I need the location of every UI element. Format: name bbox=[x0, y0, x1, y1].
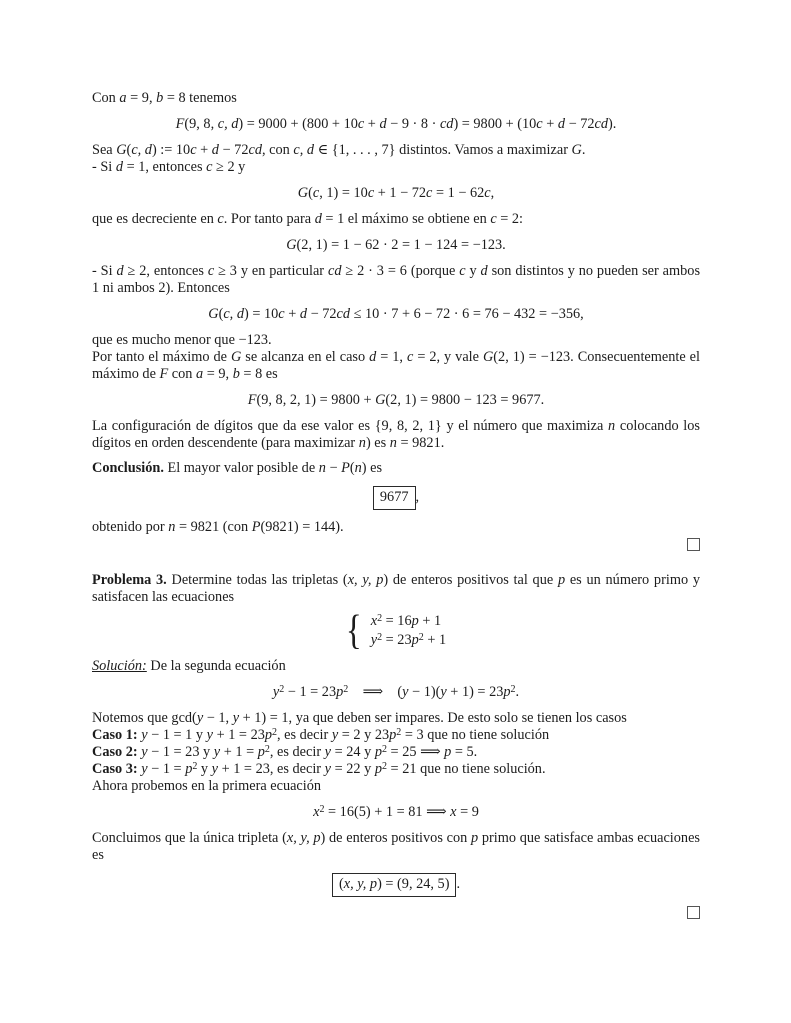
text-run: y bbox=[141, 761, 148, 777]
text-run: + bbox=[284, 306, 300, 322]
text-run: x, y, p bbox=[347, 572, 384, 588]
text-run: + 1) = 23 bbox=[446, 684, 504, 700]
text-run: d bbox=[211, 142, 219, 158]
text-run: - Si bbox=[92, 159, 116, 175]
text-run: De la segunda ecuación bbox=[146, 658, 286, 674]
text-run: Sea bbox=[92, 142, 117, 158]
text-run: con bbox=[168, 366, 197, 382]
text-run: Concluimos que la única tripleta ( bbox=[92, 830, 287, 846]
text-run: = 24 y bbox=[331, 744, 375, 760]
boxed-answer bbox=[373, 486, 416, 510]
text-run: ⟹ ( bbox=[348, 684, 403, 700]
text-run: (9, 8, 2, 1) = 9800 + bbox=[256, 392, 376, 408]
text-run: c bbox=[357, 116, 365, 132]
text-run: ( bbox=[338, 876, 344, 892]
paragraph bbox=[92, 519, 700, 536]
text-run: 2 bbox=[381, 743, 387, 755]
text-run: c, d bbox=[293, 142, 314, 158]
display-equation bbox=[92, 392, 700, 409]
text-run: ≥ 3 y en particular bbox=[214, 263, 328, 279]
paragraph bbox=[92, 830, 700, 864]
text-run: = 25 ⟹ bbox=[386, 744, 445, 760]
text-run: − 9 · 8 · bbox=[386, 116, 440, 132]
text-run: p bbox=[503, 684, 511, 700]
text-run: G bbox=[482, 349, 494, 365]
boxed-answer-suffix: . bbox=[456, 876, 461, 892]
text-run: Con bbox=[92, 90, 120, 106]
text-run: cd bbox=[248, 142, 262, 158]
text-run: ) de enteros positivos tal que bbox=[383, 572, 558, 588]
text-run: − 1 = 1 y bbox=[147, 727, 207, 743]
text-run: 2 bbox=[319, 803, 325, 815]
text-run: 2 bbox=[377, 631, 383, 643]
boxed-answer-line bbox=[92, 873, 700, 897]
text-run: 2 bbox=[192, 760, 198, 772]
text-run: G bbox=[297, 185, 309, 201]
qed-line bbox=[92, 538, 700, 554]
text-run: ) es bbox=[361, 460, 383, 476]
text-run: = 8 tenemos bbox=[163, 90, 237, 106]
text-run: p bbox=[264, 727, 273, 743]
text-run: = 9 bbox=[456, 804, 479, 820]
text-run: a bbox=[196, 366, 204, 382]
text-run: + bbox=[196, 142, 212, 158]
text-run: + 1 = 23, es decir bbox=[218, 761, 325, 777]
text-run: Problema 3. bbox=[92, 572, 167, 588]
text-run: G bbox=[375, 392, 386, 408]
text-run: d bbox=[299, 306, 307, 322]
text-run: p bbox=[411, 613, 419, 629]
text-run: ( bbox=[218, 306, 224, 322]
text-run: se alcanza en el caso bbox=[241, 349, 370, 365]
text-run: 2 bbox=[264, 743, 270, 755]
display-equation bbox=[92, 804, 700, 821]
paragraph bbox=[92, 418, 700, 452]
equation-system bbox=[92, 607, 700, 653]
text-run: x, y, p bbox=[343, 876, 378, 892]
paragraph bbox=[92, 744, 700, 761]
text-run: F bbox=[247, 392, 257, 408]
paragraph bbox=[92, 90, 700, 107]
text-run: y bbox=[331, 727, 339, 743]
text-run: = 1, bbox=[376, 349, 407, 365]
text-run: d bbox=[480, 263, 488, 279]
text-run: Caso 1: bbox=[92, 727, 142, 743]
text-run: 2 bbox=[418, 631, 424, 643]
text-run: y bbox=[213, 744, 221, 760]
text-run: 2 bbox=[279, 683, 285, 695]
paragraph bbox=[92, 159, 700, 176]
text-run: , es decir bbox=[277, 727, 332, 743]
text-run: c bbox=[459, 263, 466, 279]
text-run: Caso 2: bbox=[92, 744, 142, 760]
text-run: (2, 1) = 1 − 62 · 2 = 1 − 124 = −123. bbox=[296, 237, 506, 253]
text-run: − 1)( bbox=[408, 684, 441, 700]
text-run: p bbox=[470, 830, 479, 846]
text-run: La configuración de dígitos que da ese valor es {9, 8, 2, 1} y el número que maximiza bbox=[92, 418, 609, 434]
text-run: - Si bbox=[92, 263, 117, 279]
text-run: y bbox=[211, 761, 218, 777]
text-run: y bbox=[141, 744, 148, 760]
text-run: = 3 que no tiene solución bbox=[401, 727, 550, 743]
text-run: G bbox=[116, 142, 127, 158]
paragraph bbox=[92, 263, 700, 297]
text-run: p bbox=[557, 572, 566, 588]
text-run: El mayor valor posible de bbox=[163, 460, 319, 476]
text-run: c bbox=[278, 306, 285, 322]
text-run: ) = 10 bbox=[243, 306, 279, 322]
display-equation bbox=[92, 116, 700, 133]
text-run: − 1, bbox=[203, 710, 233, 726]
text-run: Por tanto el máximo de bbox=[92, 349, 231, 365]
paragraph bbox=[92, 142, 700, 159]
paragraph bbox=[92, 211, 700, 228]
text-run: Conclusión. bbox=[92, 460, 164, 476]
text-run: es un número primo y satisfacen las ecuaciones bbox=[92, 572, 700, 605]
display-equation bbox=[92, 185, 700, 202]
text-run: x, y, p bbox=[286, 830, 321, 846]
text-run: y bbox=[402, 684, 409, 700]
boxed-answer-line bbox=[92, 486, 700, 510]
text-run: = 1 el máximo se obtiene en bbox=[321, 211, 491, 227]
text-run: d bbox=[115, 159, 123, 175]
text-run: = 1 − 62 bbox=[432, 185, 485, 201]
text-run: ) = (9, 24, 5) bbox=[377, 876, 450, 892]
text-run: n bbox=[358, 435, 366, 451]
text-run: 9677 bbox=[379, 489, 409, 505]
text-run: y bbox=[232, 710, 240, 726]
text-run: c bbox=[536, 116, 543, 132]
text-run: (2, 1) = −123. Consecuentemente el máximo de bbox=[92, 349, 700, 382]
text-run: 2 bbox=[343, 683, 349, 695]
text-run: 2 bbox=[510, 683, 516, 695]
text-run: c bbox=[490, 211, 497, 227]
text-run: y bbox=[197, 761, 212, 777]
text-run: , es decir bbox=[269, 744, 325, 760]
text-run: − 1 = 23 bbox=[284, 684, 337, 700]
text-run: c bbox=[426, 185, 433, 201]
text-run: a bbox=[119, 90, 127, 106]
text-run: + 1 − 72 bbox=[374, 185, 427, 201]
text-run: G bbox=[571, 142, 582, 158]
text-run: Notemos que gcd( bbox=[92, 710, 197, 726]
text-run: obtenido por bbox=[92, 519, 169, 535]
paragraph bbox=[92, 658, 700, 675]
text-run: y bbox=[206, 727, 213, 743]
paragraph bbox=[92, 761, 700, 778]
text-run: c bbox=[217, 211, 224, 227]
text-run: n bbox=[354, 460, 362, 476]
text-run: = 21 que no tiene solución. bbox=[386, 761, 546, 777]
text-run: − 72 bbox=[307, 306, 337, 322]
text-run: (2, 1) = 9800 − 123 = 9677. bbox=[385, 392, 545, 408]
text-run: = 9, bbox=[126, 90, 157, 106]
text-run: c bbox=[484, 185, 491, 201]
display-equation bbox=[92, 237, 700, 254]
text-run: G bbox=[208, 306, 219, 322]
text-run: p bbox=[444, 744, 452, 760]
text-run: ∈ {1, . . . , 7} distintos. Vamos a maximizar bbox=[314, 142, 572, 158]
text-run: F bbox=[159, 366, 169, 382]
text-run: (9821) = 144). bbox=[260, 519, 344, 535]
system-equation bbox=[371, 631, 446, 650]
text-run: x bbox=[370, 613, 378, 629]
text-run: que es mucho menor que −123. bbox=[92, 332, 272, 348]
text-run: 2 bbox=[396, 726, 402, 738]
text-run: P bbox=[251, 519, 261, 535]
text-run: + 1 = bbox=[220, 744, 258, 760]
text-run: cd bbox=[327, 263, 342, 279]
text-run: ) := 10 bbox=[151, 142, 191, 158]
text-run: = 8 es bbox=[239, 366, 278, 382]
text-run: ( bbox=[126, 142, 132, 158]
text-run: = 1, entonces bbox=[123, 159, 207, 175]
text-run: Determine todas las tripletas ( bbox=[166, 572, 348, 588]
text-run: 2 bbox=[381, 760, 387, 772]
text-run: d bbox=[379, 116, 387, 132]
text-run: y bbox=[324, 761, 332, 777]
text-run: ≥ 2 · 3 = 6 (porque bbox=[341, 263, 460, 279]
text-run: ) de enteros positivos con bbox=[320, 830, 471, 846]
text-run: b bbox=[156, 90, 164, 106]
text-run: . bbox=[581, 142, 586, 158]
text-run: b bbox=[232, 366, 240, 382]
text-run: n bbox=[389, 435, 397, 451]
text-run: P bbox=[341, 460, 350, 476]
text-run: x bbox=[450, 804, 457, 820]
system-equation bbox=[371, 612, 441, 631]
text-run: c bbox=[406, 349, 414, 365]
text-run: = 5. bbox=[451, 744, 478, 760]
text-run: + bbox=[542, 116, 558, 132]
text-run: primo que satisface ambas ecuaciones es bbox=[92, 830, 700, 863]
text-run: = 9, bbox=[203, 366, 233, 382]
boxed-answer bbox=[332, 873, 457, 897]
text-run: ) = 9800 + (10 bbox=[453, 116, 537, 132]
text-run: + bbox=[364, 116, 380, 132]
text-run: = 9821 (con bbox=[175, 519, 252, 535]
text-run: d bbox=[116, 263, 124, 279]
text-run: − 1 = bbox=[147, 761, 186, 777]
text-run: ( bbox=[349, 460, 355, 476]
text-run: = 16 bbox=[382, 613, 412, 629]
text-run: p bbox=[389, 727, 397, 743]
text-run: y bbox=[370, 632, 378, 648]
text-run: p bbox=[257, 744, 265, 760]
text-run: = 2: bbox=[496, 211, 524, 227]
text-run: ≥ 2, entonces bbox=[123, 263, 208, 279]
text-run: − bbox=[325, 460, 342, 476]
text-run: c, d bbox=[217, 116, 239, 132]
text-run: n bbox=[318, 460, 326, 476]
text-run: , bbox=[490, 185, 495, 201]
paragraph bbox=[92, 332, 700, 383]
document-blocks bbox=[92, 90, 700, 922]
text-run: = 23 bbox=[382, 632, 412, 648]
text-run: Caso 3: bbox=[92, 761, 142, 777]
text-run: c, d bbox=[223, 306, 244, 322]
text-run: , con bbox=[261, 142, 294, 158]
text-run: son distintos y no pueden ser ambos 1 ni ambos 2). Entonces bbox=[92, 263, 701, 296]
display-equation bbox=[92, 306, 700, 323]
paragraph bbox=[92, 460, 700, 477]
text-run: c bbox=[206, 159, 213, 175]
boxed-answer-suffix: , bbox=[415, 489, 420, 505]
text-run: c bbox=[312, 185, 320, 201]
paragraph bbox=[92, 727, 700, 744]
text-run: − 72 bbox=[218, 142, 249, 158]
text-run: p bbox=[374, 744, 382, 760]
qed-square-icon bbox=[687, 906, 700, 919]
text-run: Ahora probemos en la primera ecuación bbox=[92, 778, 322, 794]
text-run: ≤ 10 · 7 + 6 − 72 · 6 = 76 − 432 = −356, bbox=[350, 306, 584, 322]
text-run: colocando los dígitos en orden descendente (para maximizar bbox=[92, 418, 700, 451]
text-run: 2 bbox=[377, 612, 383, 624]
paragraph bbox=[92, 572, 700, 606]
text-run: + 1) = 1, ya que deben ser impares. De esto solo se tienen los casos bbox=[239, 710, 627, 726]
text-run: − 72 bbox=[565, 116, 595, 132]
text-run: que es decreciente en bbox=[92, 211, 218, 227]
text-run: Solución: bbox=[92, 658, 147, 674]
text-run: 2 bbox=[272, 726, 278, 738]
text-run: n bbox=[168, 519, 176, 535]
qed-line bbox=[92, 906, 700, 922]
text-run: + 1 bbox=[423, 632, 447, 648]
text-run: d bbox=[314, 211, 322, 227]
text-run: G bbox=[286, 237, 297, 253]
text-run: d bbox=[557, 116, 566, 132]
text-run: y bbox=[465, 263, 481, 279]
text-run: ). bbox=[608, 116, 617, 132]
text-run: (9, 8, bbox=[184, 116, 218, 132]
left-brace-icon: { bbox=[345, 607, 362, 653]
qed-square-icon bbox=[687, 538, 700, 551]
text-run: , 1) = 10 bbox=[319, 185, 368, 201]
paragraph bbox=[92, 778, 700, 795]
paragraph bbox=[92, 710, 700, 727]
text-run: = 2 y 23 bbox=[338, 727, 390, 743]
text-run: x bbox=[313, 804, 320, 820]
text-run: c, d bbox=[131, 142, 152, 158]
text-run: c bbox=[367, 185, 375, 201]
text-run: = 2, y vale bbox=[413, 349, 483, 365]
text-run: = 22 y bbox=[331, 761, 375, 777]
vertical-space bbox=[92, 554, 700, 564]
text-run: . Por tanto para bbox=[223, 211, 315, 227]
text-run: G bbox=[230, 349, 242, 365]
text-run: . bbox=[515, 684, 520, 700]
text-run: = 9821. bbox=[396, 435, 445, 451]
text-run: cd bbox=[336, 306, 351, 322]
text-run: c bbox=[190, 142, 197, 158]
text-run: ≥ 2 y bbox=[212, 159, 246, 175]
display-equation bbox=[92, 684, 700, 701]
text-run: p bbox=[374, 761, 382, 777]
text-run: y bbox=[324, 744, 332, 760]
text-run: = 16(5) + 1 = 81 ⟹ bbox=[324, 804, 451, 820]
text-run: y bbox=[141, 727, 148, 743]
text-run: cd bbox=[594, 116, 609, 132]
text-run: + 1 bbox=[418, 613, 442, 629]
text-run: y bbox=[440, 684, 447, 700]
text-run: ( bbox=[308, 185, 313, 201]
text-run: y bbox=[196, 710, 204, 726]
text-run: c bbox=[207, 263, 215, 279]
text-run: ) es bbox=[365, 435, 390, 451]
text-run: ) = 9000 + (800 + 10 bbox=[238, 116, 358, 132]
text-run: p bbox=[185, 761, 193, 777]
text-run: d bbox=[369, 349, 377, 365]
text-run: p bbox=[411, 632, 419, 648]
text-run: cd bbox=[439, 116, 454, 132]
text-run: p bbox=[336, 684, 344, 700]
text-run: n bbox=[608, 418, 616, 434]
text-run: F bbox=[175, 116, 185, 132]
text-run: − 1 = 23 y bbox=[147, 744, 214, 760]
system-lines bbox=[371, 612, 446, 650]
text-run: y bbox=[272, 684, 280, 700]
text-run: + 1 = 23 bbox=[213, 727, 265, 743]
